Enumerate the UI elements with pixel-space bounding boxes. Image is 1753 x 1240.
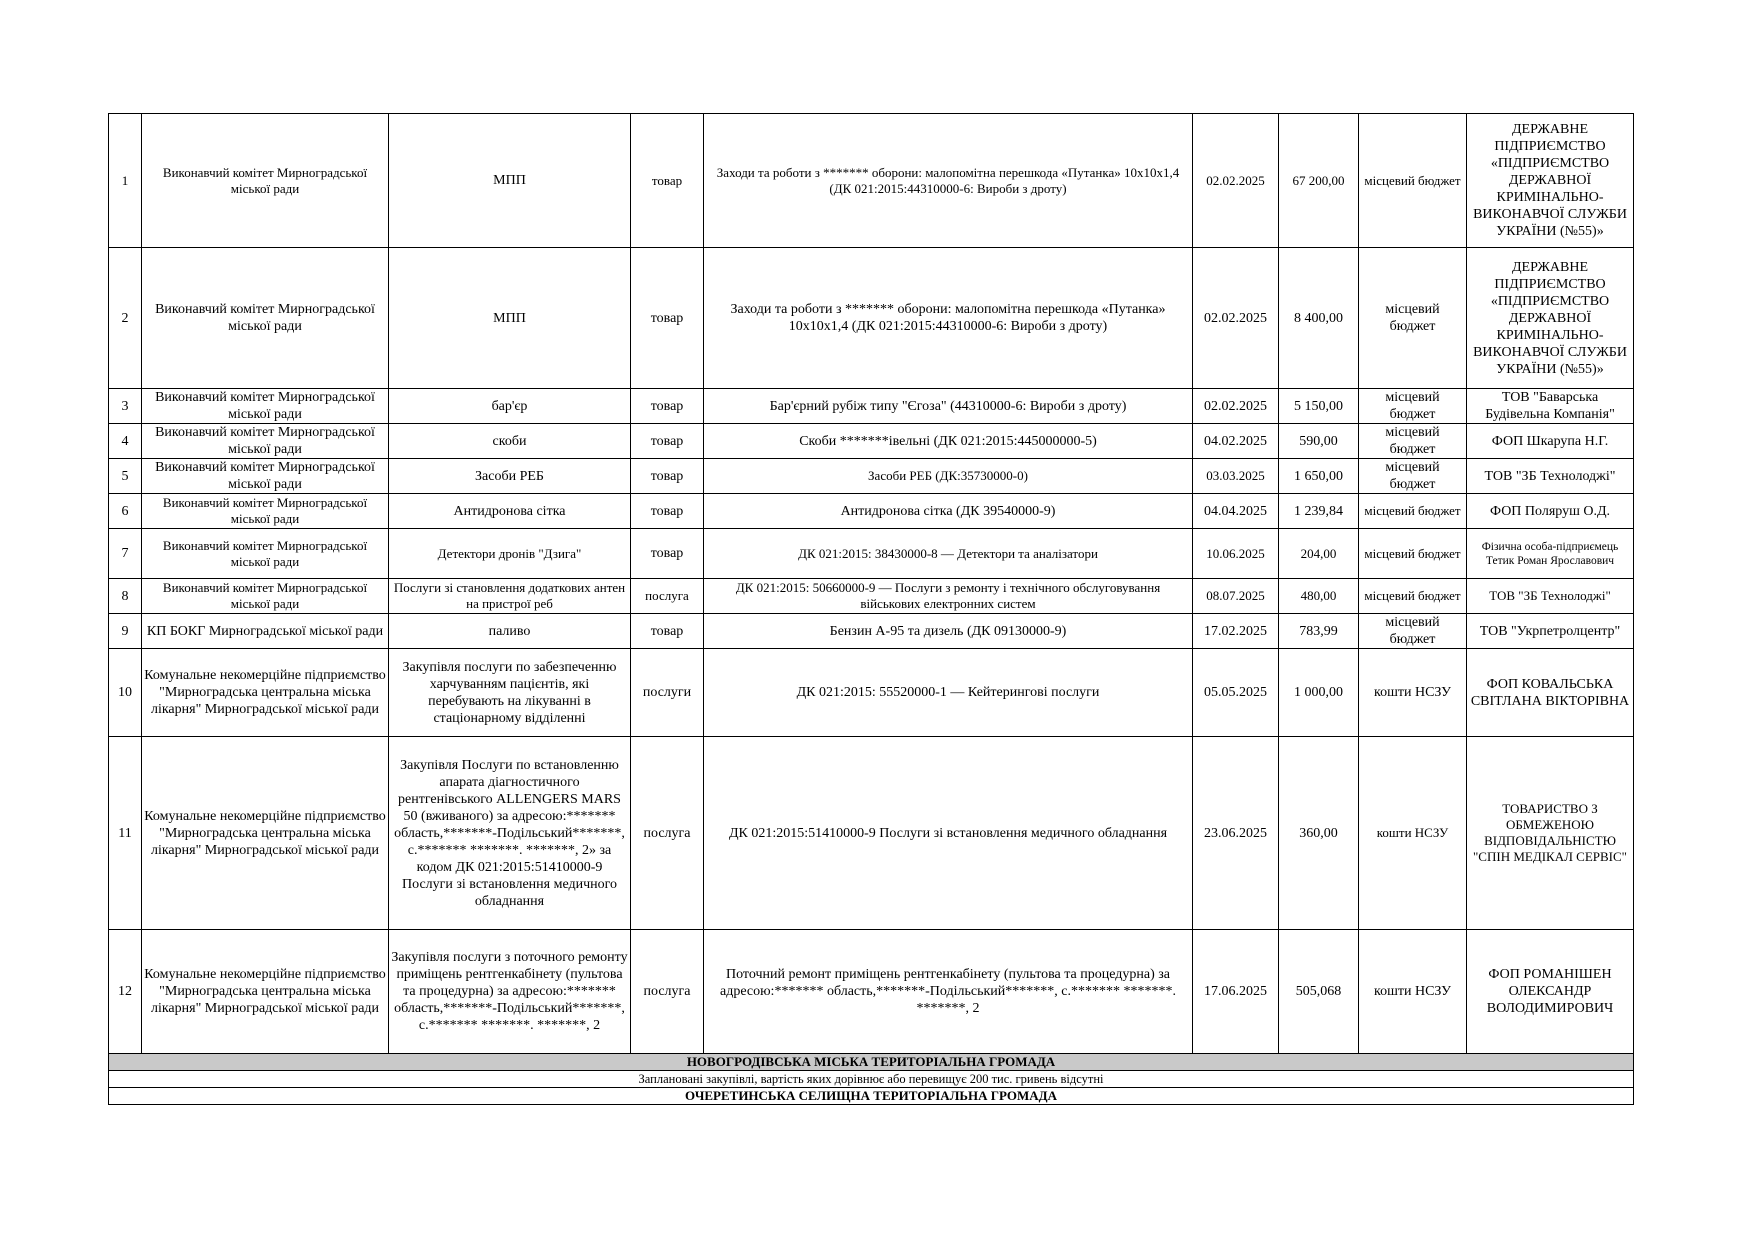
type-cell: товар [631,424,704,459]
date-cell: 17.06.2025 [1193,930,1279,1054]
table-row [109,389,1634,424]
row-number: 10 [109,649,142,737]
subject-cell: МПП [389,248,631,389]
customer-cell: Виконавчий комітет Мирноградської міської ради [142,424,389,459]
row-number: 4 [109,424,142,459]
row-number: 6 [109,494,142,529]
supplier-cell: Фізична особа-підприємець Тетик Роман Ярославович [1467,529,1634,579]
customer-cell: Виконавчий комітет Мирноградської міської ради [142,459,389,494]
date-cell: 03.03.2025 [1193,459,1279,494]
supplier-cell: ФОП Поляруш О.Д. [1467,494,1634,529]
section-header-row [109,1088,1634,1105]
subject-cell: Детектори дронів "Дзига" [389,529,631,579]
supplier-cell: ДЕРЖАВНЕ ПІДПРИЄМСТВО «ПІДПРИЄМСТВО ДЕРЖАВНОЇ КРИМІНАЛЬНО-ВИКОНАВЧОЇ СЛУЖБИ УКРАЇНИ (№55)» [1467,248,1634,389]
supplier-cell: ТОВАРИСТВО З ОБМЕЖЕНОЮ ВІДПОВІДАЛЬНІСТЮ "СПІН МЕДІКАЛ СЕРВІС" [1467,737,1634,930]
customer-cell: Виконавчий комітет Мирноградської міської ради [142,529,389,579]
subject-cell: Закупівля послуги з поточного ремонту приміщень рентгенкабінету (пультова та процедурна) за адресою:******* область,*******-Подільський*******, с.******* *******. *******, 2 [389,930,631,1054]
supplier-cell: ФОП КОВАЛЬСЬКА СВІТЛАНА ВІКТОРІВНА [1467,649,1634,737]
supplier-cell: ТОВ "ЗБ Технолоджі" [1467,579,1634,614]
amount-cell: 67 200,00 [1279,114,1359,248]
type-cell: товар [631,389,704,424]
customer-cell: КП БОКГ Мирноградської міської ради [142,614,389,649]
supplier-cell: ДЕРЖАВНЕ ПІДПРИЄМСТВО «ПІДПРИЄМСТВО ДЕРЖАВНОЇ КРИМІНАЛЬНО-ВИКОНАВЧОЇ СЛУЖБИ УКРАЇНИ (№55)» [1467,114,1634,248]
funding-source-cell: місцевий бюджет [1359,529,1467,579]
description-cell: Поточний ремонт приміщень рентгенкабінету (пультова та процедурна) за адресою:******* область,*******-Подільський*******, с.******* *******. *******, 2 [704,930,1193,1054]
supplier-cell: ТОВ "Баварська Будівельна Компанія" [1467,389,1634,424]
funding-source-cell: місцевий бюджет [1359,389,1467,424]
funding-source-cell: місцевий бюджет [1359,424,1467,459]
row-number: 9 [109,614,142,649]
table-row [109,459,1634,494]
description-cell: ДК 021:2015: 55520000-1 — Кейтерингові послуги [704,649,1193,737]
subject-cell: Закупівля Послуги по встановленню апарата діагностичного рентгенівського ALLENGERS MARS 50 (вживаного) за адресою:******* область,*******-Подільський*******, с.******* *******. *******, 2» за кодом ДК 021:2015:51410000-9 Послуги зі встановлення медичного обладнання [389,737,631,930]
type-cell: товар [631,494,704,529]
table-row [109,614,1634,649]
section-header-row [109,1054,1634,1071]
row-number: 7 [109,529,142,579]
row-number: 3 [109,389,142,424]
date-cell: 17.02.2025 [1193,614,1279,649]
supplier-cell: ФОП РОМАНІШЕН ОЛЕКСАНДР ВОЛОДИМИРОВИЧ [1467,930,1634,1054]
row-number: 5 [109,459,142,494]
no-procurements-note: Заплановані закупівлі, вартість яких дорівнює або перевищує 200 тис. гривень відсутні [109,1071,1634,1088]
row-number: 12 [109,930,142,1054]
funding-source-cell: місцевий бюджет [1359,459,1467,494]
amount-cell: 505,068 [1279,930,1359,1054]
amount-cell: 8 400,00 [1279,248,1359,389]
customer-cell: Комунальне некомерційне підприємство "Мирноградська центральна міська лікарня" Мирноградської міської ради [142,737,389,930]
customer-cell: Виконавчий комітет Мирноградської міської ради [142,494,389,529]
date-cell: 23.06.2025 [1193,737,1279,930]
table-row [109,114,1634,248]
subject-cell: бар'єр [389,389,631,424]
amount-cell: 480,00 [1279,579,1359,614]
funding-source-cell: кошти НСЗУ [1359,649,1467,737]
amount-cell: 1 650,00 [1279,459,1359,494]
customer-cell: Виконавчий комітет Мирноградської міської ради [142,248,389,389]
type-cell: послуга [631,930,704,1054]
type-cell: послуга [631,737,704,930]
table-row [109,529,1634,579]
amount-cell: 590,00 [1279,424,1359,459]
date-cell: 02.02.2025 [1193,389,1279,424]
date-cell: 02.02.2025 [1193,248,1279,389]
date-cell: 10.06.2025 [1193,529,1279,579]
table-row [109,248,1634,389]
funding-source-cell: місцевий бюджет [1359,114,1467,248]
description-cell: ДК 021:2015: 50660000-9 — Послуги з ремонту і технічного обслуговування військових електронних систем [704,579,1193,614]
subject-cell: Засоби РЕБ [389,459,631,494]
amount-cell: 1 000,00 [1279,649,1359,737]
funding-source-cell: місцевий бюджет [1359,248,1467,389]
customer-cell: Виконавчий комітет Мирноградської міської ради [142,389,389,424]
type-cell: товар [631,114,704,248]
type-cell: послуга [631,579,704,614]
type-cell: товар [631,459,704,494]
date-cell: 04.02.2025 [1193,424,1279,459]
funding-source-cell: місцевий бюджет [1359,579,1467,614]
date-cell: 08.07.2025 [1193,579,1279,614]
funding-source-cell: місцевий бюджет [1359,614,1467,649]
table-row [109,424,1634,459]
supplier-cell: ФОП Шкарупа Н.Г. [1467,424,1634,459]
description-cell: ДК 021:2015:51410000-9 Послуги зі встановлення медичного обладнання [704,737,1193,930]
table-row [109,930,1634,1054]
amount-cell: 360,00 [1279,737,1359,930]
table-row [109,737,1634,930]
customer-cell: Виконавчий комітет Мирноградської міської ради [142,579,389,614]
funding-source-cell: кошти НСЗУ [1359,930,1467,1054]
subject-cell: Послуги зі становлення додаткових антен на пристрої реб [389,579,631,614]
description-cell: Заходи та роботи з ******* оборони: малопомітна перешкода «Путанка» 10х10х1,4 (ДК 021:2015:44310000-6: Вироби з дроту) [704,248,1193,389]
customer-cell: Виконавчий комітет Мирноградської міської ради [142,114,389,248]
description-cell: ДК 021:2015: 38430000-8 — Детектори та аналізатори [704,529,1193,579]
section-note-row [109,1071,1634,1088]
procurement-table [108,113,1634,1105]
table-row [109,649,1634,737]
subject-cell: Антидронова сітка [389,494,631,529]
description-cell: Бензин А-95 та дизель (ДК 09130000-9) [704,614,1193,649]
type-cell: послуги [631,649,704,737]
subject-cell: МПП [389,114,631,248]
row-number: 1 [109,114,142,248]
description-cell: Скоби *******івельні (ДК 021:2015:445000000-5) [704,424,1193,459]
row-number: 11 [109,737,142,930]
subject-cell: Закупівля послуги по забезпеченню харчуванням пацієнтів, які перебувають на лікуванні в стаціонарному відділенні [389,649,631,737]
type-cell: товар [631,529,704,579]
description-cell: Засоби РЕБ (ДК:35730000-0) [704,459,1193,494]
funding-source-cell: місцевий бюджет [1359,494,1467,529]
table-row [109,494,1634,529]
amount-cell: 1 239,84 [1279,494,1359,529]
funding-source-cell: кошти НСЗУ [1359,737,1467,930]
subject-cell: паливо [389,614,631,649]
amount-cell: 204,00 [1279,529,1359,579]
supplier-cell: ТОВ "Укрпетролцентр" [1467,614,1634,649]
supplier-cell: ТОВ "ЗБ Технолоджі" [1467,459,1634,494]
description-cell: Бар'єрний рубіж типу "Єгоза" (44310000-6: Вироби з дроту) [704,389,1193,424]
section-title-novohrodivka: НОВОГРОДІВСЬКА МІСЬКА ТЕРИТОРІАЛЬНА ГРОМАДА [109,1054,1634,1071]
customer-cell: Комунальне некомерційне підприємство "Мирноградська центральна міська лікарня" Мирноградської міської ради [142,649,389,737]
row-number: 8 [109,579,142,614]
section-title-ocheretyne: ОЧЕРЕТИНСЬКА СЕЛИЩНА ТЕРИТОРІАЛЬНА ГРОМАДА [109,1088,1634,1105]
type-cell: товар [631,614,704,649]
description-cell: Антидронова сітка (ДК 39540000-9) [704,494,1193,529]
date-cell: 05.05.2025 [1193,649,1279,737]
row-number: 2 [109,248,142,389]
table-row [109,579,1634,614]
customer-cell: Комунальне некомерційне підприємство "Мирноградська центральна міська лікарня" Мирноградської міської ради [142,930,389,1054]
date-cell: 04.04.2025 [1193,494,1279,529]
subject-cell: скоби [389,424,631,459]
description-cell: Заходи та роботи з ******* оборони: малопомітна перешкода «Путанка» 10х10х1,4 (ДК 021:2015:44310000-6: Вироби з дроту) [704,114,1193,248]
amount-cell: 783,99 [1279,614,1359,649]
amount-cell: 5 150,00 [1279,389,1359,424]
type-cell: товар [631,248,704,389]
date-cell: 02.02.2025 [1193,114,1279,248]
